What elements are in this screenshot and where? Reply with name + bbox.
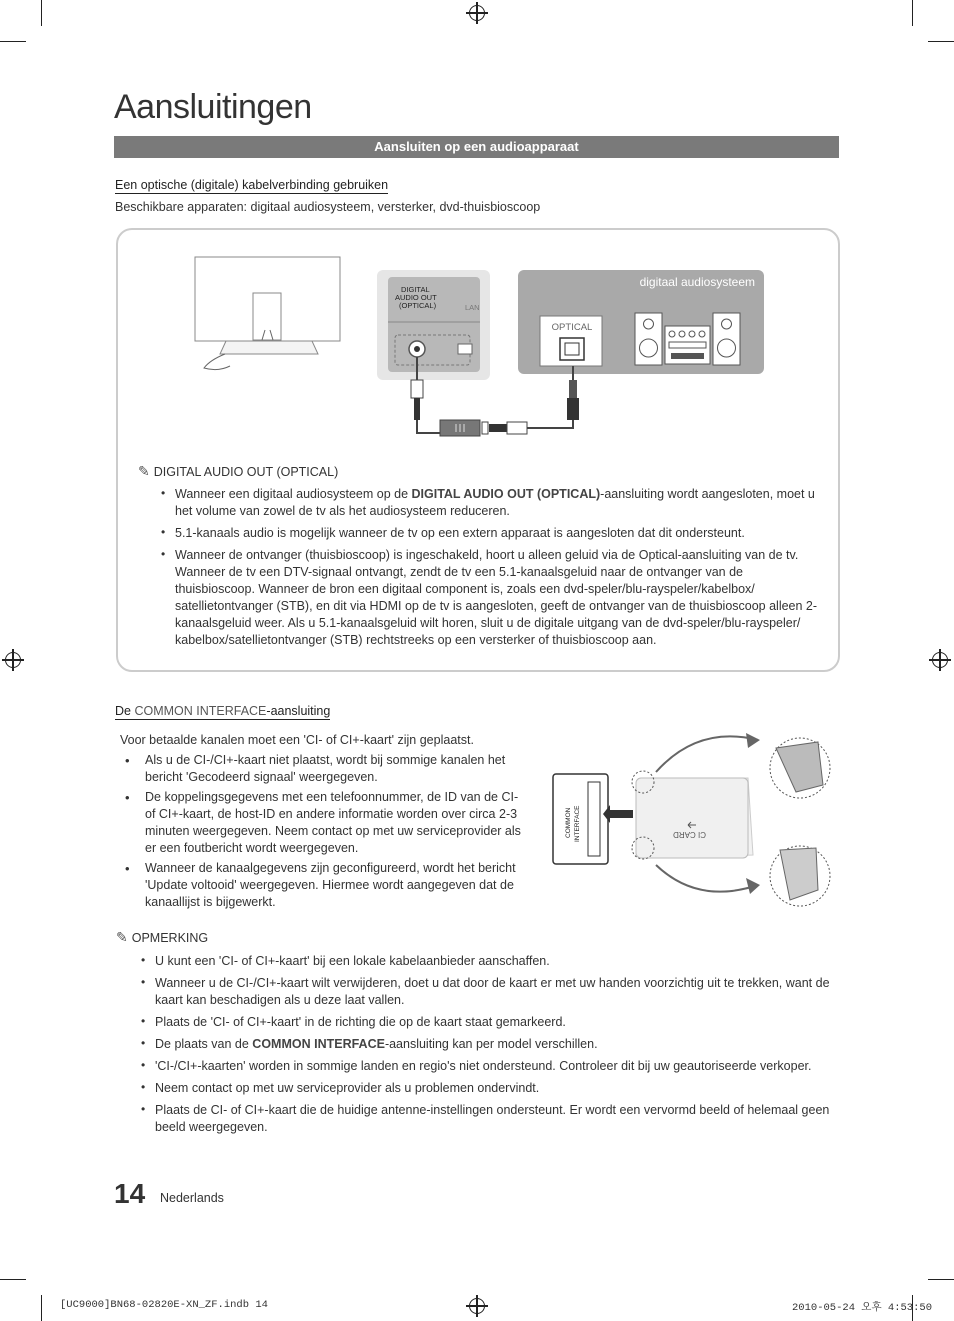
note-title: OPMERKING	[131, 931, 209, 945]
optical-bullet-list	[175, 486, 825, 649]
page-language: Nederlands	[160, 1191, 224, 1205]
tv-illustration	[195, 257, 340, 370]
optical-heading: Een optische (digitale) kabelverbinding gebruiken	[115, 178, 389, 192]
list-item: • Wanneer de ontvanger (thuisbioscoop) is ingeschakeld, hoort u alleen geluid via de Optical-aansluiting van de tv. Wanneer de tv een DTV-signaal ontvangt, zendt de tv een 5.1-kanaalsgeluid naar de ontvanger van de thuisbioscoop. Wanneer de bron een digitaal component is, zoals een dvd-speler/blu-rayspeler/kabelbox/ satellietontvanger (STB), en dit via HDMI op de tv is aangesloten, geeft de ontvanger van de thuisbioscoop alleen 2-kanaalsgeluid weer. Als u 5.1-kanaalsgeluid wilt horen, sluit u de digitale uitgang van de dvd-speler/blu-rayspeler/ kabelbox/satellietontvanger (STB) rechtstreeks op een versterker of thuisbioscoop aan.	[175, 547, 825, 649]
registration-mark-icon	[469, 5, 485, 21]
pencil-note-icon: ✎	[116, 929, 128, 945]
list-item: • U kunt een 'CI- of CI+-kaart' bij een lokale kabelaanbieder aanschaffen.	[155, 953, 835, 970]
crop-mark	[928, 41, 954, 42]
print-timestamp: 2010-05-24 오후 4:53:50	[792, 1302, 933, 1314]
arrow-curve-icon	[746, 733, 760, 748]
arrow-curve-icon	[746, 878, 760, 894]
ci-card-label: CI CARD	[673, 830, 706, 839]
optical-diagram	[190, 250, 780, 450]
ci-heading: De COMMON INTERFACE-aansluiting	[115, 704, 331, 718]
crop-mark	[41, 1295, 42, 1321]
slot-label-interface: INTERFACE	[574, 805, 581, 842]
port-label-line-3: (OPTICAL)	[399, 301, 437, 310]
page-title: Aansluitingen	[114, 88, 312, 126]
section-bar: Aansluiten op een audioapparaat	[114, 136, 839, 158]
optical-note-title-row	[138, 463, 338, 481]
optical-note-title: DIGITAL AUDIO OUT (OPTICAL)	[153, 465, 339, 479]
crop-mark	[928, 1279, 954, 1280]
list-item: • De plaats van de COMMON INTERFACE-aansluiting kan per model verschillen.	[155, 1036, 835, 1053]
note-bullet-list	[155, 953, 835, 1136]
port-label-line-2: AUDIO OUT	[395, 293, 437, 302]
list-item: • Wanneer u de CI-/CI+-kaart wilt verwijderen, doet u dat door de kaart er met uw handen voorzichtig uit te trekken, want de kaart kan beschadigen als u deze laat vallen.	[155, 975, 835, 1009]
slot-label-common: COMMON	[565, 807, 572, 838]
crop-mark	[0, 41, 26, 42]
audio-system-label: digitaal audiosysteem	[639, 275, 755, 289]
list-item: • 'CI-/CI+-kaarten' worden in sommige landen en regio's niet ondersteund. Controleer dit bij uw geautoriseerde verkoper.	[155, 1058, 835, 1075]
print-file-info: [UC9000]BN68-02820E-XN_ZF.indb 14	[60, 1299, 268, 1311]
crop-mark	[41, 0, 42, 26]
crop-mark	[0, 1279, 26, 1280]
note-title-row	[116, 929, 208, 947]
list-item: • Wanneer de kanaalgegevens zijn geconfigureerd, wordt het bericht 'Update voltooid' weergegeven. Hiermee wordt aangegeven dat de kanaallijst is bijgewerkt.	[145, 860, 530, 911]
page-number: 14	[114, 1178, 146, 1209]
list-item: • Plaats de CI- of CI+-kaart die de huidige antenne-instellingen ondersteunt. Er wordt een vervormd beeld of helemaal geen beeld weergegeven.	[155, 1102, 835, 1136]
list-item: • 5.1-kanaals audio is mogelijk wanneer de tv op een extern apparaat is aangesloten dat dit ondersteunt.	[175, 525, 825, 542]
registration-mark-icon	[932, 652, 948, 668]
port-label-line-1: DIGITAL	[401, 285, 430, 294]
registration-mark-icon	[5, 652, 21, 668]
pencil-note-icon: ✎	[138, 463, 150, 479]
list-item: • Wanneer een digitaal audiosysteem op de DIGITAL AUDIO OUT (OPTICAL)-aansluiting wordt aangesloten, moet u het volume van zowel de tv als het audiosysteem reduceren.	[175, 486, 825, 520]
registration-mark-icon	[469, 1298, 485, 1314]
list-item: • Neem contact op met uw serviceprovider als u problemen ondervindt.	[155, 1080, 835, 1097]
lan-label: LAN	[465, 303, 480, 312]
ci-bullet-list	[145, 752, 530, 911]
crop-mark	[912, 0, 913, 26]
optical-devices: Beschikbare apparaten: digitaal audiosysteem, versterker, dvd-thuisbioscoop	[115, 200, 541, 214]
list-item: • De koppelingsgegevens met een telefoonnummer, de ID van de CI- of CI+-kaart, de host-ID en andere informatie worden over circa 2-3 minuten weergegeven. Neem contact op met uw serviceprovider als er een foutbericht wordt weergegeven.	[145, 789, 530, 857]
list-item: • Plaats de 'CI- of CI+-kaart' in de richting die op de kaart staat gemarkeerd.	[155, 1014, 835, 1031]
list-item: • Als u de CI-/CI+-kaart niet plaatst, wordt bij sommige kanalen het bericht 'Gecodeerd signaal' weergegeven.	[145, 752, 530, 786]
ci-card-diagram	[548, 730, 838, 912]
optical-input-label: OPTICAL	[551, 322, 593, 333]
ci-intro: Voor betaalde kanalen moet een 'CI- of CI+-kaart' zijn geplaatst.	[120, 733, 474, 747]
